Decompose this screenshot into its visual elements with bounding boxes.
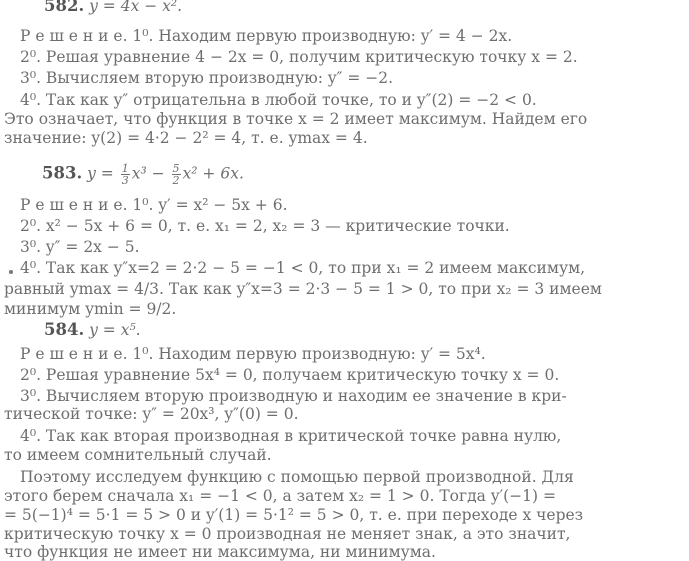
problem-583-line-2: 2⁰. x² − 5x + 6 = 0, т. е. x₁ = 2, x₂ = 3 — критические точки. bbox=[20, 217, 510, 235]
problem-582-heading bbox=[44, 0, 182, 15]
problem-582-line-1: Р е ш е н и е. 1⁰. Находим первую производную: y′ = 4 − 2x. bbox=[20, 27, 513, 45]
problem-584-line-8: этого берем сначала x₁ = −1 < 0, а затем x₂ = 1 > 0. Тогда y′(−1) = bbox=[4, 487, 556, 505]
problem-584-line-4: тической точке: y″ = 20x³, y″(0) = 0. bbox=[4, 405, 299, 423]
problem-584-line-2: 2⁰. Решая уравнение 5x⁴ = 0, получаем критическую точку x = 0. bbox=[20, 366, 560, 384]
problem-582-line-5: Это означает, что функция в точке x = 2 имеет максимум. Найдем его bbox=[4, 110, 588, 128]
formula-part: x³ − bbox=[131, 164, 165, 183]
problem-582-line-4: 4⁰. Так как y″ отрицательна в любой точке, то и y″(2) = −2 < 0. bbox=[20, 91, 537, 109]
denominator: 3 bbox=[121, 174, 129, 187]
problem-583-line-5: равный ymax = 4/3. Так как y″x=3 = 2·3 − 5 = 1 > 0, то при x₂ = 3 имеем bbox=[4, 280, 602, 298]
problem-584-line-9: = 5(−1)⁴ = 5·1 = 5 > 0 и y′(1) = 5·1² = 5 > 0, т. е. при переходе x через bbox=[4, 506, 584, 524]
fraction-five-halves bbox=[172, 163, 181, 186]
print-speck bbox=[9, 270, 13, 274]
fraction-one-third bbox=[121, 163, 130, 186]
problem-583-line-6: минимум ymin = 9/2. bbox=[4, 300, 177, 318]
problem-584-line-10: критическую точку x = 0 производная не меняет знак, а это значит, bbox=[4, 525, 571, 543]
problem-584-line-6: то имеем сомнительный случай. bbox=[4, 446, 272, 464]
problem-formula: y = x⁵. bbox=[89, 321, 141, 339]
problem-formula: y = 4x − x². bbox=[89, 0, 183, 15]
problem-584-line-11: что функция не имеет ни максимума, ни минимума. bbox=[4, 543, 436, 561]
problem-584-line-5: 4⁰. Так как вторая производная в критической точке равна нулю, bbox=[20, 427, 562, 445]
numerator: 5 bbox=[172, 162, 180, 175]
problem-582-line-2: 2⁰. Решая уравнение 4 − 2x = 0, получим критическую точку x = 2. bbox=[20, 48, 578, 66]
problem-583-heading bbox=[42, 163, 244, 186]
problem-584-line-7: Поэтому исследуем функцию с помощью первой производной. Для bbox=[20, 468, 574, 486]
problem-584-line-1: Р е ш е н и е. 1⁰. Находим первую производную: y′ = 5x⁴. bbox=[20, 345, 486, 363]
problem-582-line-6: значение: y(2) = 4·2 − 2² = 4, т. е. ymax = 4. bbox=[4, 129, 368, 147]
problem-number: 584. bbox=[44, 320, 85, 339]
formula-part: x² + 6x. bbox=[182, 164, 244, 183]
problem-584-heading bbox=[44, 321, 141, 339]
denominator: 2 bbox=[172, 174, 180, 187]
numerator: 1 bbox=[121, 162, 129, 175]
problem-582-line-3: 3⁰. Вычисляем вторую производную: y″ = −2. bbox=[20, 69, 394, 87]
problem-583-line-3: 3⁰. y″ = 2x − 5. bbox=[20, 238, 140, 256]
problem-583-line-1: Р е ш е н и е. 1⁰. y′ = x² − 5x + 6. bbox=[20, 196, 288, 214]
problem-number: 583. bbox=[42, 163, 83, 183]
formula-part: y = bbox=[87, 164, 114, 183]
problem-number: 582. bbox=[44, 0, 85, 15]
problem-584-line-3: 3⁰. Вычисляем вторую производную и находим ее значение в кри- bbox=[20, 387, 567, 405]
problem-583-line-4: 4⁰. Так как y″x=2 = 2·2 − 5 = −1 < 0, то при x₁ = 2 имеем максимум, bbox=[20, 259, 586, 277]
